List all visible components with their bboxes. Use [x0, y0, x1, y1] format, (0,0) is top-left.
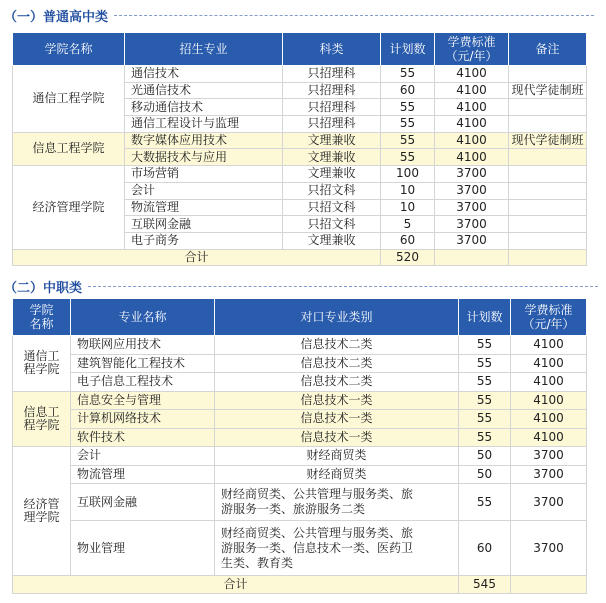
section-2-title-text: （二）中职类: [4, 280, 83, 296]
table-row: [13, 373, 587, 392]
total-plan: 520: [381, 249, 435, 265]
major-cell: 通信工程设计与监理: [125, 116, 283, 133]
college-cell: 信息工 程学院: [13, 391, 71, 447]
fee-cell: 3700: [435, 199, 509, 216]
major-cell: 光通信技术: [125, 82, 283, 99]
table-general-high-school: [12, 32, 587, 266]
table-header-row: [13, 299, 587, 336]
plan-cell: 55: [381, 99, 435, 116]
table-row: [13, 447, 587, 466]
divider: [114, 15, 594, 16]
major-cell: 物联网应用技术: [71, 336, 215, 355]
category-cell: 信息技术二类: [215, 336, 459, 355]
header-major: 专业名称: [71, 299, 215, 336]
table-row: [13, 428, 587, 447]
header-college: 学院名称: [13, 33, 125, 66]
header-plan: 计划数: [381, 33, 435, 66]
table-row: [13, 391, 587, 410]
header-fee: 学费标准 （元/年）: [511, 299, 587, 336]
type-cell: 只招文科: [283, 182, 381, 199]
type-cell: 只招理科: [283, 82, 381, 99]
fee-cell: 3700: [435, 182, 509, 199]
note-cell: [509, 182, 587, 199]
fee-cell: 3700: [511, 465, 587, 484]
fee-cell: 3700: [435, 166, 509, 183]
note-cell: 现代学徒制班: [509, 132, 587, 149]
table-row: [13, 410, 587, 429]
fee-cell: 3700: [511, 484, 587, 521]
type-cell: 只招理科: [283, 99, 381, 116]
plan-cell: 55: [381, 132, 435, 149]
note-cell: 现代学徒制班: [509, 82, 587, 99]
fee-cell: 3700: [511, 521, 587, 576]
header-plan: 计划数: [459, 299, 511, 336]
major-cell: 物流管理: [71, 465, 215, 484]
header-category: 对口专业类别: [215, 299, 459, 336]
total-label: 合计: [13, 249, 381, 265]
major-cell: 大数据技术与应用: [125, 149, 283, 166]
major-cell: 软件技术: [71, 428, 215, 447]
fee-cell: 4100: [435, 116, 509, 133]
note-cell: [509, 216, 587, 233]
major-cell: 移动通信技术: [125, 99, 283, 116]
category-cell: 信息技术一类: [215, 428, 459, 447]
major-cell: 通信技术: [125, 66, 283, 83]
fee-cell: 4100: [511, 336, 587, 355]
plan-cell: 10: [381, 182, 435, 199]
fee-cell: 4100: [511, 428, 587, 447]
plan-cell: 100: [381, 166, 435, 183]
fee-cell: 4100: [511, 354, 587, 373]
header-college: 学院 名称: [13, 299, 71, 336]
type-cell: 只招文科: [283, 199, 381, 216]
fee-cell: 3700: [511, 447, 587, 466]
header-fee: 学费标准 （元/年）: [435, 33, 509, 66]
category-cell: 财经商贸类、公共管理与服务类、旅 游服务一类、信息技术一类、医药卫 生类、教育类: [215, 521, 459, 576]
fee-cell: 3700: [435, 232, 509, 249]
note-cell: [509, 99, 587, 116]
type-cell: 只招文科: [283, 216, 381, 233]
major-cell: 建筑智能化工程技术: [71, 354, 215, 373]
college-cell: 经济管 理学院: [13, 447, 71, 576]
section-title-2: [4, 276, 598, 296]
college-cell: 信息工程学院: [13, 132, 125, 165]
category-cell: 信息技术二类: [215, 354, 459, 373]
fee-cell: 4100: [435, 132, 509, 149]
major-cell: 市场营销: [125, 166, 283, 183]
plan-cell: 60: [381, 82, 435, 99]
table-row: [13, 521, 587, 576]
fee-cell: 4100: [511, 373, 587, 392]
major-cell: 计算机网络技术: [71, 410, 215, 429]
plan-cell: 55: [459, 336, 511, 355]
header-major: 招生专业: [125, 33, 283, 66]
header-type: 科类: [283, 33, 381, 66]
table-vocational: [12, 298, 587, 594]
major-cell: 互联网金融: [71, 484, 215, 521]
college-cell: 经济管理学院: [13, 166, 125, 249]
major-cell: 信息安全与管理: [71, 391, 215, 410]
major-cell: 数字媒体应用技术: [125, 132, 283, 149]
plan-cell: 55: [459, 428, 511, 447]
total-label: 合计: [13, 576, 459, 594]
header-note: 备注: [509, 33, 587, 66]
table-row: [13, 66, 587, 83]
type-cell: 只招理科: [283, 66, 381, 83]
fee-cell: 3700: [435, 216, 509, 233]
total-fee-cell: [435, 249, 509, 265]
total-plan: 545: [459, 576, 511, 594]
type-cell: 文理兼收: [283, 132, 381, 149]
section-title-1: [4, 5, 594, 25]
plan-cell: 10: [381, 199, 435, 216]
plan-cell: 60: [459, 521, 511, 576]
major-cell: 互联网金融: [125, 216, 283, 233]
category-cell: 财经商贸类: [215, 447, 459, 466]
note-cell: [509, 149, 587, 166]
fee-cell: 4100: [435, 66, 509, 83]
total-row: [13, 249, 587, 265]
category-cell: 财经商贸类、公共管理与服务类、旅 游服务一类、旅游服务二类: [215, 484, 459, 521]
fee-cell: 4100: [511, 410, 587, 429]
plan-cell: 50: [459, 447, 511, 466]
total-row: [13, 576, 587, 594]
section-1-title-text: （一）普通高中类: [4, 9, 109, 25]
plan-cell: 50: [459, 465, 511, 484]
type-cell: 只招理科: [283, 116, 381, 133]
major-cell: 物流管理: [125, 199, 283, 216]
plan-cell: 55: [381, 116, 435, 133]
plan-cell: 55: [459, 373, 511, 392]
table-row: [13, 336, 587, 355]
category-cell: 信息技术二类: [215, 373, 459, 392]
type-cell: 文理兼收: [283, 232, 381, 249]
table-row: [13, 166, 587, 183]
divider: [88, 286, 598, 287]
plan-cell: 55: [381, 149, 435, 166]
note-cell: [509, 66, 587, 83]
major-cell: 会计: [71, 447, 215, 466]
fee-cell: 4100: [435, 99, 509, 116]
note-cell: [509, 166, 587, 183]
college-cell: 通信工 程学院: [13, 336, 71, 392]
table-header-row: [13, 33, 587, 66]
table-row: [13, 132, 587, 149]
fee-cell: 4100: [435, 82, 509, 99]
plan-cell: 60: [381, 232, 435, 249]
plan-cell: 55: [459, 484, 511, 521]
category-cell: 信息技术一类: [215, 391, 459, 410]
table-row: [13, 354, 587, 373]
table-row: [13, 484, 587, 521]
fee-cell: 4100: [435, 149, 509, 166]
category-cell: 信息技术一类: [215, 410, 459, 429]
plan-cell: 55: [459, 410, 511, 429]
major-cell: 物业管理: [71, 521, 215, 576]
plan-cell: 5: [381, 216, 435, 233]
major-cell: 电子信息工程技术: [71, 373, 215, 392]
total-note-cell: [509, 249, 587, 265]
type-cell: 文理兼收: [283, 166, 381, 183]
major-cell: 电子商务: [125, 232, 283, 249]
fee-cell: 4100: [511, 391, 587, 410]
college-cell: 通信工程学院: [13, 66, 125, 133]
plan-cell: 55: [381, 66, 435, 83]
major-cell: 会计: [125, 182, 283, 199]
note-cell: [509, 116, 587, 133]
type-cell: 文理兼收: [283, 149, 381, 166]
plan-cell: 55: [459, 354, 511, 373]
plan-cell: 55: [459, 391, 511, 410]
note-cell: [509, 199, 587, 216]
total-fee-cell: [511, 576, 587, 594]
note-cell: [509, 232, 587, 249]
category-cell: 财经商贸类: [215, 465, 459, 484]
table-row: [13, 465, 587, 484]
